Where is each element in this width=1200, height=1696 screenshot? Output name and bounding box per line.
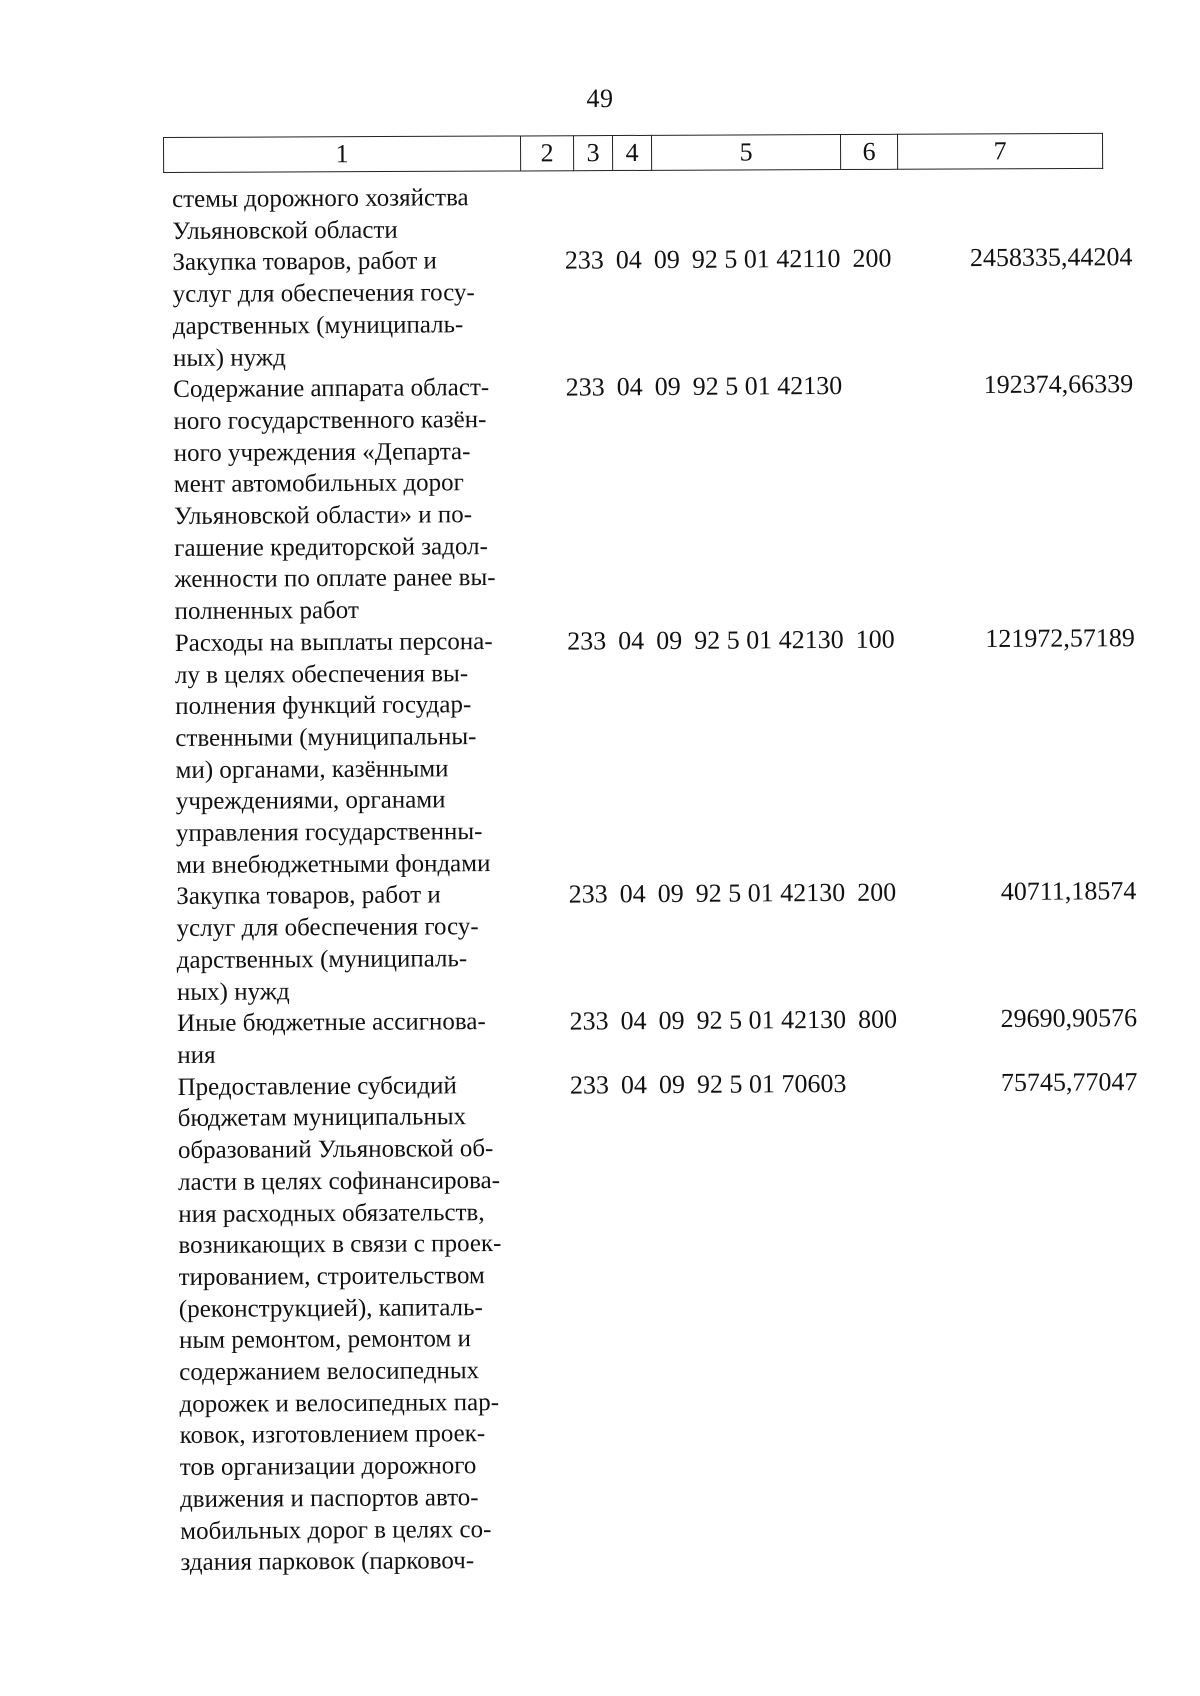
row-description: Содержание аппарата област- ного государственного казён- ного учреждения «Департа- мент автомобильных дорог Ульяновской области» и по- гашение кредиторской задол- женности по оплате ранее вы- полненных работ [173, 374, 496, 626]
row-amount: 29690,90576 [1000, 1003, 1138, 1034]
table-row [177, 1066, 1140, 1579]
row-description: Закупка товаров, работ и услуг для обеспечения госу- дарственных (муниципаль- ных) нужд [172, 247, 475, 372]
target-code: 92 5 01 42130 [694, 624, 844, 655]
table-row [172, 178, 1132, 247]
column-header-3: 3 [573, 136, 612, 171]
subsection-code: 09 [656, 625, 683, 655]
column-header-6: 6 [840, 134, 897, 169]
subsection-code: 09 [653, 245, 680, 275]
table-row [177, 1002, 1137, 1071]
section-code: 04 [620, 1069, 648, 1099]
row-description: Предоставление субсидий бюджетам муниципальных образований Ульяновской об- ласти в целях софинансирова- ния расходных обязательств, возникающих в связи с проек- тированием, строительством (реконструкцией), капиталь- ным ремонтом, ремонтом и содержанием велосипедных дорожек и велосипедных пар- ковок, изготовлением проек- тов организации дорожного движения и паспортов авто- мобильных дорог в целях со- здания парковок (парковоч- [177, 1071, 502, 1577]
row-codes [549, 243, 944, 277]
column-header-4: 4 [612, 135, 651, 170]
section-code: 04 [619, 879, 646, 909]
ministry-code: 233 [565, 372, 605, 402]
row-description: стемы дорожного хозяйства Ульяновской области [172, 184, 469, 245]
budget-table-body [172, 178, 1141, 1579]
subsection-code: 09 [657, 879, 684, 909]
target-code: 92 5 01 42130 [696, 1005, 847, 1036]
column-header-5: 5 [651, 135, 840, 171]
expense-type-code: 200 [852, 244, 892, 274]
row-amount: 75745,77047 [1000, 1066, 1138, 1097]
row-codes [554, 1067, 949, 1101]
target-code: 92 5 01 42130 [695, 878, 846, 909]
ministry-code: 233 [564, 245, 604, 276]
section-code: 04 [618, 625, 645, 656]
row-codes [553, 877, 948, 911]
row-description: Расходы на выплаты персона- лу в целях обеспечения вы- полнения функций государ- ственными (муниципальны- ми) органами, казёнными учреждениями, органами управления государственны- ми внебюджетными фондами [174, 627, 493, 879]
page-number: 49 [586, 84, 614, 113]
row-amount: 40711,18574 [1000, 876, 1137, 907]
table-row [172, 242, 1133, 375]
row-codes [550, 370, 945, 404]
target-code: 92 5 01 70603 [696, 1068, 847, 1099]
target-code: 92 5 01 42110 [691, 244, 841, 275]
ministry-code: 233 [567, 626, 607, 656]
row-amount: 2458335,44204 [969, 242, 1133, 273]
row-codes [553, 1004, 948, 1038]
row-amount [943, 178, 1132, 179]
table-row [173, 368, 1135, 627]
subsection-code: 09 [658, 1006, 685, 1036]
row-amount: 121972,57189 [985, 622, 1135, 653]
section-code: 04 [615, 245, 642, 275]
column-header-7: 7 [897, 133, 1102, 169]
table-row [175, 622, 1137, 881]
column-header-2: 2 [520, 136, 573, 171]
subsection-code: 09 [658, 1069, 686, 1099]
ministry-code: 233 [568, 879, 608, 910]
ministry-code: 233 [569, 1006, 609, 1036]
row-codes [548, 179, 943, 213]
column-header-table [163, 133, 1103, 173]
row-codes [551, 623, 946, 657]
expense-type-code: 200 [857, 878, 897, 908]
ministry-code: 233 [569, 1070, 610, 1100]
row-description: Иные бюджетные ассигнова- ния [177, 1008, 486, 1069]
section-code: 04 [616, 372, 643, 402]
section-code: 04 [620, 1006, 647, 1036]
subsection-code: 09 [654, 372, 681, 402]
row-description: Закупка товаров, работ и услуг для обеспечения госу- дарственных (муниципаль- ных) нужд [176, 881, 479, 1006]
expense-type-code: 100 [855, 624, 895, 654]
expense-type-code: 800 [857, 1004, 898, 1035]
target-code: 92 5 01 42130 [692, 371, 843, 402]
row-amount: 192374,66339 [983, 369, 1134, 400]
column-header-1: 1 [164, 136, 521, 173]
table-row [176, 876, 1137, 1009]
